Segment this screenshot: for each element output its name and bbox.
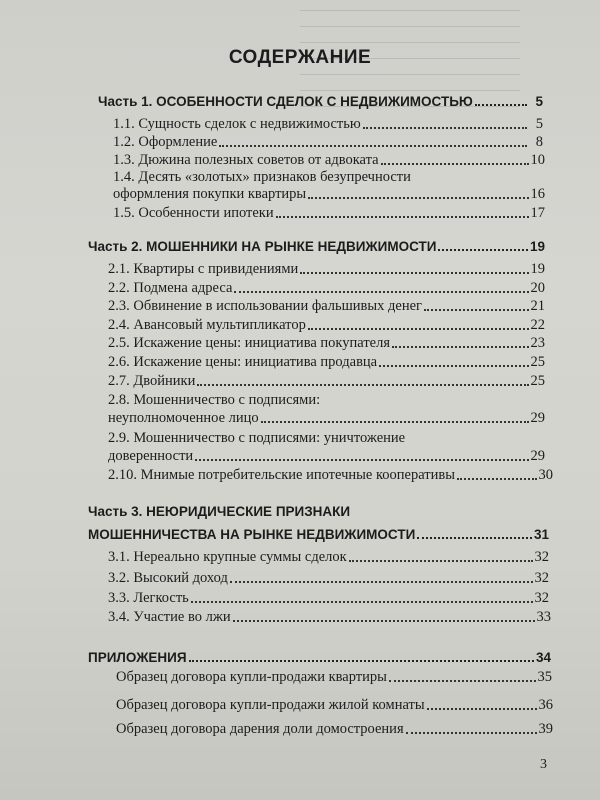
toc-item [113, 152, 545, 169]
leader-dots [308, 328, 529, 330]
leader-dots [230, 581, 533, 583]
toc-item-label: 3.4. Участие во лжи [108, 609, 231, 625]
toc-item [108, 335, 545, 352]
toc-item [108, 590, 549, 607]
toc-item-page: 35 [537, 669, 552, 685]
leader-dots [261, 421, 529, 423]
leader-dots [308, 197, 528, 199]
toc-item [108, 354, 545, 371]
toc-item-label: неуполномоченное лицо [108, 410, 259, 426]
toc-item [108, 570, 549, 587]
leader-dots [438, 249, 528, 251]
toc-item [108, 467, 553, 484]
toc-appendix-label: ПРИЛОЖЕНИЯ [88, 650, 187, 665]
toc-item [116, 669, 552, 686]
toc-part-3-line-1: Часть 3. НЕЮРИДИЧЕСКИЕ ПРИЗНАКИ [88, 504, 351, 519]
leader-dots [191, 601, 533, 603]
leader-dots [406, 732, 537, 734]
toc-item-label: Образец договора купли-продажи квартиры [116, 669, 387, 685]
leader-dots [392, 346, 528, 348]
toc-item-label: 3.1. Нереально крупные суммы сделок [108, 549, 347, 565]
toc-item [116, 697, 553, 714]
toc-item-page: 8 [535, 134, 543, 150]
toc-item [108, 317, 545, 334]
toc-part-1-label: Часть 1. ОСОБЕННОСТИ СДЕЛОК С НЕДВИЖИМОСТЬЮ [98, 94, 473, 109]
toc-appendix [88, 649, 551, 666]
toc-part-3-label: МОШЕННИЧЕСТВА НА РЫНКЕ НЕДВИЖИМОСТИ [88, 527, 416, 542]
toc-part-1-page: 5 [535, 94, 543, 109]
toc-item-page: 10 [530, 152, 545, 168]
toc-item [108, 448, 545, 465]
toc-item-label: 1.5. Особенности ипотеки [113, 205, 274, 221]
toc-item-label: 2.5. Искажение цены: инициатива покупателя [108, 335, 391, 351]
toc-part-2 [88, 238, 545, 255]
toc-appendix-page: 34 [535, 650, 551, 665]
toc-item-page: 29 [530, 410, 545, 426]
toc-item-label: 2.10. Мнимые потребительские ипотечные кооперативы [108, 467, 455, 483]
toc-item-label: 1.1. Сущность сделок с недвижимостью [113, 116, 361, 132]
leader-dots [427, 708, 537, 710]
page-number: 3 [540, 757, 547, 772]
toc-item-label: доверенности [108, 448, 194, 464]
toc-item-page: 39 [538, 721, 553, 737]
toc-item-line-1: 2.9. Мошенничество с подписями: уничтожение [108, 430, 406, 446]
leader-dots [379, 365, 528, 367]
toc-item [113, 186, 545, 203]
leader-dots [457, 478, 537, 480]
leader-dots [219, 145, 527, 147]
toc-item-label: 3.3. Легкость [108, 590, 189, 606]
leader-dots [475, 104, 527, 106]
toc-item-label: 2.7. Двойники [108, 373, 196, 389]
toc-item-label: оформления покупки квартиры [113, 186, 307, 202]
toc-item-page: 32 [534, 590, 549, 606]
leader-dots [300, 272, 528, 274]
toc-item [108, 609, 551, 626]
toc-item-page: 23 [530, 335, 545, 351]
toc-item [108, 280, 545, 297]
toc-item-label: 2.3. Обвинение в использовании фальшивых денег [108, 298, 422, 314]
toc-item [116, 721, 553, 738]
toc-item-page: 16 [530, 186, 545, 202]
toc-item-page: 29 [530, 448, 545, 464]
toc-item-label: 2.2. Подмена адреса [108, 280, 233, 296]
leader-dots [424, 309, 529, 311]
toc-item-line-1: 2.8. Мошенничество с подписями: [108, 392, 321, 408]
toc-part-3 [88, 526, 549, 543]
leader-dots [233, 620, 535, 622]
toc-item-page: 30 [538, 467, 553, 483]
toc-item-label: 3.2. Высокий доход [108, 570, 228, 586]
toc-item-label: 2.6. Искажение цены: инициатива продавца [108, 354, 378, 370]
toc-item [108, 298, 545, 315]
toc-item-page: 25 [530, 373, 545, 389]
toc-part-2-page: 19 [529, 239, 545, 254]
toc-item-page: 5 [535, 116, 543, 132]
toc-item-label: 2.4. Авансовый мультипликатор [108, 317, 306, 333]
leader-dots [234, 291, 528, 293]
leader-dots [276, 216, 529, 218]
toc-item-page: 33 [536, 609, 551, 625]
toc-item [108, 261, 545, 278]
toc-part-2-label: Часть 2. МОШЕННИКИ НА РЫНКЕ НЕДВИЖИМОСТИ [88, 239, 437, 254]
toc-part-3-page: 31 [533, 527, 549, 542]
leader-dots [195, 459, 528, 461]
toc-part-1 [98, 93, 543, 110]
toc-item [108, 373, 545, 390]
leader-dots [417, 537, 532, 539]
toc-item-label: Образец договора дарения доли домостроения [116, 721, 404, 737]
leader-dots [189, 660, 534, 662]
toc-item [108, 549, 549, 566]
toc-item-page: 20 [530, 280, 545, 296]
toc-item-line-1: 1.4. Десять «золотых» признаков безупречности [113, 169, 411, 185]
toc-item [108, 410, 545, 427]
page-title: СОДЕРЖАНИЕ [228, 47, 372, 68]
toc-item-page: 17 [530, 205, 545, 221]
toc-item-page: 32 [534, 570, 549, 586]
leader-dots [381, 163, 529, 165]
toc-item-page: 22 [530, 317, 545, 333]
toc-item-page: 36 [538, 697, 553, 713]
toc-item-page: 32 [534, 549, 549, 565]
leader-dots [363, 127, 527, 129]
toc-item-label: 1.2. Оформление [113, 134, 218, 150]
toc-item-page: 25 [530, 354, 545, 370]
toc-item-page: 21 [530, 298, 545, 314]
leader-dots [349, 560, 533, 562]
toc-item-label: Образец договора купли-продажи жилой комнаты [116, 697, 425, 713]
toc-item [113, 134, 543, 151]
leader-dots [389, 680, 536, 682]
toc-item-label: 2.1. Квартиры с привидениями [108, 261, 299, 277]
leader-dots [197, 384, 528, 386]
toc-item [113, 116, 543, 133]
toc-item [113, 205, 545, 222]
toc-item-page: 19 [530, 261, 545, 277]
toc-item-label: 1.3. Дюжина полезных советов от адвоката [113, 152, 379, 168]
